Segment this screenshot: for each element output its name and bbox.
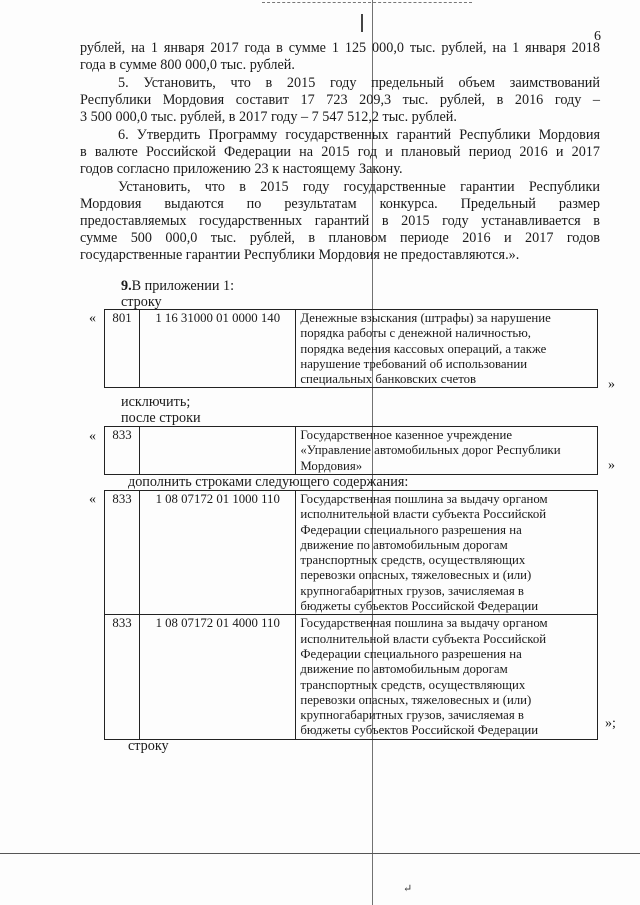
cell-kbk-code: 1 08 07172 01 1000 110 [140,491,296,615]
cell-admin-code: 801 [105,310,140,388]
cell-line: движение по автомобильным дорогам [300,537,508,552]
closing-quote: » [608,458,615,473]
paragraph-line: в валюте Российской Федерации на 2015 год и плановый период 2016 и 2017 [80,144,600,160]
paragraph-line: Мордовия выдаются по результатам конкурса. Предельный размер [80,196,600,212]
closing-quote-semicolon: »; [605,716,616,731]
scan-artifact-bottom-line [0,853,640,854]
cell-kbk-code: 1 08 07172 01 4000 110 [140,615,296,739]
table-added-rows [104,490,598,740]
cell-line: специальных банковских счетов [300,372,477,387]
opening-quote: « [89,492,96,507]
cell-admin-code: 833 [105,427,140,475]
opening-quote: « [89,429,96,444]
label-isklyuchit: исключить; [121,394,191,410]
amendment-number: 9. [121,278,132,294]
paragraph-line: Установить, что в 2015 году государственные гарантии Республики [118,179,600,195]
cell-kbk-code [140,427,296,475]
cell-revenue-name [296,427,598,475]
paragraph-line: года в сумме 800 000,0 тыс. рублей. [80,57,295,73]
cell-line: нарушение требований об использовании [300,356,528,371]
table-row [105,310,598,388]
table-removed-row [104,309,598,388]
label-stroku-end: строку [128,738,169,754]
cell-line: бюджеты субъектов Российской Федерации [300,723,539,738]
cell-line: Государственное казенное учреждение [300,428,512,442]
cell-line: транспортных средств, осуществляющих [300,553,526,568]
paragraph-line: 5. Установить, что в 2015 году предельный объем заимствований [118,75,600,91]
table-row [105,615,598,739]
label-dopolnit: дополнить строками следующего содержания: [128,474,409,490]
cell-line: перевозки опасных, тяжеловесных и (или) [300,568,532,583]
cell-line: «Управление автомобильных дорог Республики [300,443,561,458]
cell-admin-code: 833 [105,491,140,615]
table-anchor-row [104,426,598,475]
cell-revenue-name [296,491,598,615]
paragraph-continuation [80,40,600,74]
paragraph-line: годов согласно приложению 23 к настоящему Закону. [80,161,403,177]
cell-line: бюджеты субъектов Российской Федерации [300,599,539,614]
cell-line: Федерации специального разрешения на [300,646,522,661]
cell-line: движение по автомобильным дорогам [300,662,508,677]
cell-line: Государственная пошлина за выдачу органом [300,616,548,631]
cell-line: крупногабаритных грузов, зачисляемая в [300,583,524,598]
cell-line: исполнительной власти субъекта Российской [300,631,547,646]
paragraph-line: 6. Утвердить Программу государственных гарантий Республики Мордовия [118,127,600,143]
cell-line: Федерации специального разрешения на [300,522,522,537]
label-stroku: строку [121,294,162,310]
cell-line: Мордовия» [300,458,363,473]
cell-line: транспортных средств, осуществляющих [300,677,526,692]
cell-line: порядка работы с денежной наличностью, [300,326,532,341]
cell-line: Государственная пошлина за выдачу органом [300,492,548,506]
paragraph-line: рублей, на 1 января 2017 года в сумме 1 125 000,0 тыс. рублей, на 1 января 2018 [80,40,600,56]
paragraph-line: сумме 500 000,0 тыс. рублей, в плановом периоде 2016 и 2017 годов [80,230,600,246]
scan-artifact-top-line [262,2,472,4]
cell-kbk-code: 1 16 31000 01 0000 140 [140,310,296,388]
paragraph-guarantees [80,179,600,264]
label-posle-stroki: после строки [121,410,201,426]
paragraph-item-6 [80,127,600,178]
closing-quote: » [608,377,615,392]
scan-artifact-tick [361,14,363,32]
table-row [105,491,598,615]
cell-admin-code: 833 [105,615,140,739]
cell-line: перевозки опасных, тяжеловесных и (или) [300,692,532,707]
scan-artifact-mark: ↵ [403,883,413,895]
paragraph-item-5 [80,75,600,126]
paragraph-line: 3 500 000,0 тыс. рублей, в 2017 году – 7 547 512,2 тыс. рублей. [80,109,457,125]
cell-line: крупногабаритных грузов, зачисляемая в [300,708,524,723]
table-row [105,427,598,475]
paragraph-line: предоставляемых государственных гарантий в 2015 году устанавливается в [80,213,600,229]
cell-revenue-name [296,615,598,739]
amendment-intro: В приложении 1: [131,278,235,294]
cell-revenue-name [296,310,598,388]
paragraph-line: государственные гарантии Республики Мордовия не предоставляются.». [80,247,520,263]
opening-quote: « [89,311,96,326]
cell-line: исполнительной власти субъекта Российской [300,507,547,522]
amendment-9-heading [121,278,234,295]
page-number: 6 [594,29,601,44]
paragraph-line: Республики Мордовия составит 17 723 209,3 тыс. рублей, в 2016 году – [80,92,600,108]
cell-line: Денежные взыскания (штрафы) за нарушение [300,311,551,325]
cell-line: порядка ведения кассовых операций, а также [300,341,547,356]
